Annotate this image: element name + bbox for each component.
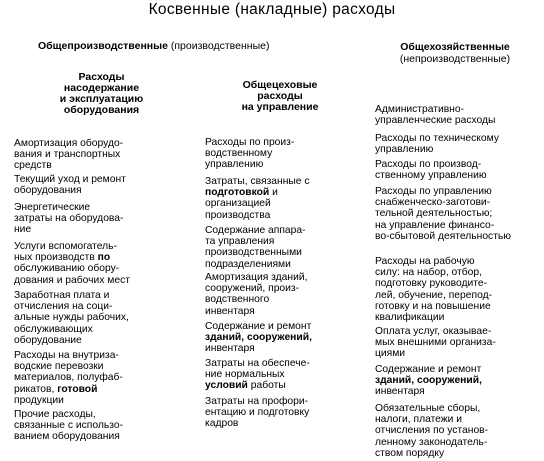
group-general-label-bold: Общехозяйственные	[400, 41, 510, 53]
column-1-item: Текущий уход и ремонт оборудования	[14, 174, 126, 197]
column-2-item: Содержание и ремонт зданий, сооружений, инвентаря	[205, 321, 312, 355]
group-production-label-bold: Общепроизводственные	[38, 40, 168, 52]
column-2-item: Затраты на обеспече- ние нормальных условий работы	[205, 358, 310, 392]
column-1-item: Прочие расходы, связанные с использо- ванием оборудования	[14, 409, 124, 443]
column-1-item: Расходы на внутриза- водские перевозки материалов, полуфаб- рикатов, готовой продукции	[14, 350, 123, 406]
page-title: Косвенные (накладные) расходы	[148, 1, 396, 18]
column-3-item: Расходы на рабочую силу: на набор, отбор, подготовку руководите- лей, обучение, перепод- готовку и на повышение квалификации	[375, 256, 493, 324]
group-general-header	[370, 41, 540, 65]
column-2-item: Затраты на профори- ентацию и подготовку кадров	[205, 396, 310, 430]
group-production-header	[38, 40, 358, 52]
column-1-heading: Расходы насодержание и эксплуатацию оборудования	[59, 71, 144, 116]
column-1-item: Заработная плата и отчисления на соци- альные нужды рабочих, обслуживающих оборудование	[14, 290, 129, 346]
column-1-item: Энергетические затраты на оборудова- ние	[14, 202, 124, 236]
column-2-item: Содержание аппара- та управления производственными подразделениями	[205, 225, 306, 270]
column-2-item: Затраты, связанные с подготовкой и организацией производства	[205, 176, 310, 221]
column-3-item: Расходы по производ- ственному управлению	[375, 159, 487, 182]
column-3-item: Расходы по управлению снабженческо-заготови- тельной деятельностью; на управление финансо- во-сбытовой деятельностью	[375, 186, 512, 242]
column-2-item: Амортизация зданий, сооружений, произ- водственного инвентаря	[205, 272, 308, 317]
group-general-label-rest: (непроизводственные)	[399, 53, 511, 65]
column-3-item: Расходы по техническому управлению	[375, 133, 499, 156]
column-1-item: Амортизация оборудо- вания и транспортных средств	[14, 138, 124, 172]
group-production-label-rest: (производственные)	[167, 40, 270, 52]
column-3-item: Содержание и ремонт зданий, сооружений, инвентаря	[375, 364, 482, 398]
column-3-item: Оплата услуг, оказывае- мых внешними организа- циями	[375, 326, 496, 360]
column-1-item: Услуги вспомогатель- ных производств по обслуживанию обору- дования и рабочих мест	[14, 241, 130, 286]
column-3-item: Административно- управленческие расходы	[375, 104, 496, 127]
column-2-item: Расходы по произ- водственному управлению	[205, 137, 295, 171]
column-2-heading: Общецеховые расходы на управление	[241, 79, 319, 113]
column-3-item: Обязательные сборы, налоги, платежи и отчисления по установ- ленному законодатель- ством порядку	[375, 403, 489, 459]
